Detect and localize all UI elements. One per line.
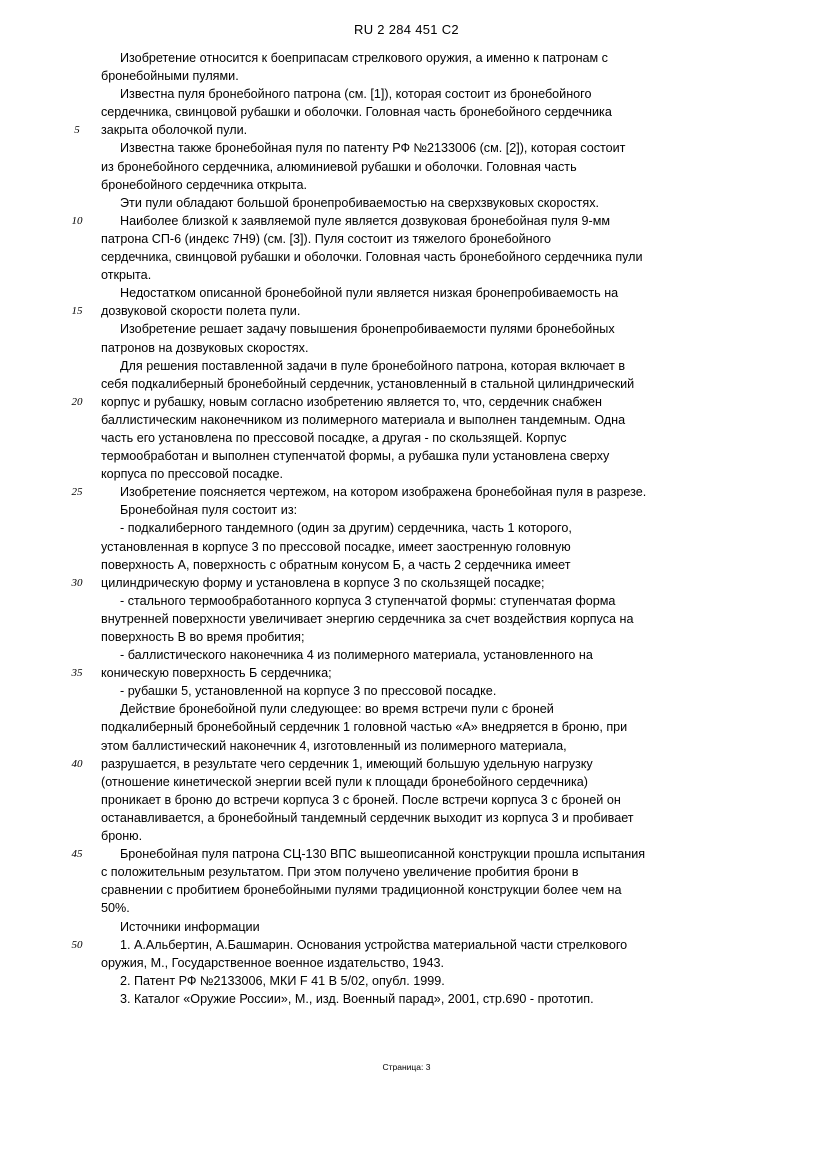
margin-line-number: 20 — [71, 395, 83, 408]
margin-line-number: 35 — [71, 667, 83, 680]
text-line: - рубашки 5, установленной на корпусе 3 по прессовой посадке. — [120, 684, 497, 699]
text-line: Наиболее близкой к заявляемой пуле является дозвуковая бронебойная пуля 9-мм — [120, 213, 611, 228]
text-line: коническую поверхность Б сердечника; — [101, 666, 332, 681]
text-line: 1. А.Альбертин, А.Башмарин. Основания устройства материальной части стрелкового — [120, 937, 628, 952]
text-line: поверхность В во время пробития; — [101, 630, 305, 644]
text-line: себя подкалиберный бронебойный сердечник, установленный в стальной цилиндрический — [101, 376, 635, 391]
text-line: (отношение кинетической энергии всей пули к площади бронебойного сердечника) — [101, 774, 588, 789]
document-body — [101, 49, 741, 1008]
margin-line-number: 5 — [74, 124, 80, 137]
text-line: броню. — [101, 829, 143, 844]
text-line: Изобретение решает задачу повышения бронепробиваемости пулями бронебойных — [120, 322, 615, 337]
text-line: сердечника, свинцовой рубашки и оболочки. Головная часть бронебойного сердечника пули — [101, 250, 643, 265]
text-line: подкалиберный бронебойный сердечник 1 головной частью «А» внедряется в броню, при — [101, 720, 628, 735]
text-line: Для решения поставленной задачи в пуле бронебойного патрона, которая включает в — [120, 358, 626, 373]
text-line: Изобретение относится к боеприпасам стрелкового оружия, а именно к патронам с — [120, 51, 608, 65]
margin-line-number: 25 — [71, 486, 83, 499]
text-line: сравнении с пробитием бронебойными пулями традиционной конструкции более чем на — [101, 883, 622, 898]
text-line: бронебойного сердечника открыта. — [101, 177, 308, 192]
text-line: Бронебойная пуля состоит из: — [120, 503, 298, 518]
text-line: установленная в корпусе 3 по прессовой посадке, имеет заостренную головную — [101, 539, 571, 554]
text-line: - подкалиберного тандемного (один за другим) сердечника, часть 1 которого, — [120, 521, 572, 536]
text-line: Эти пули обладают большой бронепробиваемостью на сверхзвуковых скоростях. — [120, 195, 600, 210]
text-line: корпус и рубашку, новым согласно изобретению является то, что, сердечник снабжен — [101, 394, 602, 409]
text-line: проникает в броню до встречи корпуса 3 с броней. После встречи корпуса 3 с броней он — [101, 792, 621, 807]
text-line: закрыта оболочкой пули. — [101, 123, 248, 138]
text-line: оружия, М., Государственное военное издательство, 1943. — [101, 955, 444, 970]
text-line: сердечника, свинцовой рубашки и оболочки. Головная часть бронебойного сердечника — [101, 105, 612, 120]
text-line: Бронебойная пуля патрона СЦ-130 ВПС вышеописанной конструкции прошла испытания — [120, 847, 646, 862]
text-line: термообработан и выполнен ступенчатой формы, а рубашка пули установлена сверху — [101, 449, 610, 464]
text-line: цилиндрическую форму и установлена в корпусе 3 по скользящей посадке; — [101, 575, 545, 590]
margin-line-number: 30 — [71, 576, 83, 589]
margin-line-number: 10 — [71, 214, 83, 227]
text-line: останавливается, а бронебойный тандемный сердечник выходит из корпуса 3 и пробивает — [101, 810, 634, 825]
text-line: Известна также бронебойная пуля по патенту РФ №2133006 (см. [2]), которая состоит — [120, 141, 626, 156]
document-header: RU 2 284 451 C2 — [354, 22, 459, 37]
page-footer: Страница: 3 — [382, 1062, 431, 1072]
text-line: Источники информации — [120, 919, 260, 934]
text-line: 2. Патент РФ №2133006, МКИ F 41 B 5/02, опубл. 1999. — [120, 973, 445, 988]
margin-line-number: 45 — [71, 848, 83, 861]
text-line: патронов на дозвуковых скоростях. — [101, 340, 309, 355]
text-line: дозвуковой скорости полета пули. — [101, 304, 301, 319]
text-line: этом баллистический наконечник 4, изготовленный из полимерного материала, — [101, 738, 567, 753]
text-line: - стального термообработанного корпуса 3 ступенчатой формы: ступенчатая форма — [120, 593, 616, 608]
text-line: Недостатком описанной бронебойной пули является низкая бронепробиваемость на — [120, 286, 619, 301]
text-line: Изобретение поясняется чертежом, на котором изображена бронебойная пуля в разрезе. — [120, 485, 647, 500]
margin-line-number: 40 — [71, 757, 83, 770]
text-line: открыта. — [101, 268, 152, 283]
text-line: бронебойными пулями. — [101, 69, 239, 84]
text-line: 50%. — [101, 901, 130, 916]
text-line: с положительным результатом. При этом получено увеличение пробития брони в — [101, 865, 579, 880]
text-line: баллистическим наконечником из полимерного материала и выполнен тандемным. Одна — [101, 412, 626, 427]
text-line: из бронебойного сердечника, алюминиевой рубашки и оболочки. Головная часть — [101, 159, 577, 174]
text-line: патрона СП-6 (индекс 7Н9) (см. [3]). Пуля состоит из тяжелого бронебойного — [101, 231, 551, 246]
margin-line-number: 15 — [71, 305, 83, 318]
margin-line-number: 50 — [71, 938, 83, 951]
text-line: внутренней поверхности увеличивает энергию сердечника за счет воздействия корпуса на — [101, 611, 634, 626]
text-line: часть его установлена по прессовой посадке, а другая - по скользящей. Корпус — [101, 430, 567, 445]
text-line: 3. Каталог «Оружие России», М., изд. Военный парад», 2001, стр.690 - прототип. — [120, 991, 594, 1006]
text-line: Известна пуля бронебойного патрона (см. [1]), которая состоит из бронебойного — [120, 87, 592, 102]
text-line: Действие бронебойной пули следующее: во время встречи пули с броней — [120, 702, 554, 717]
text-line: корпуса по прессовой посадке. — [101, 467, 284, 482]
text-line: разрушается, в результате чего сердечник 1, имеющий большую удельную нагрузку — [101, 756, 593, 771]
text-line: - баллистического наконечника 4 из полимерного материала, установленного на — [120, 648, 593, 663]
text-line: поверхность А, поверхность с обратным конусом Б, а часть 2 сердечника имеет — [101, 557, 571, 572]
